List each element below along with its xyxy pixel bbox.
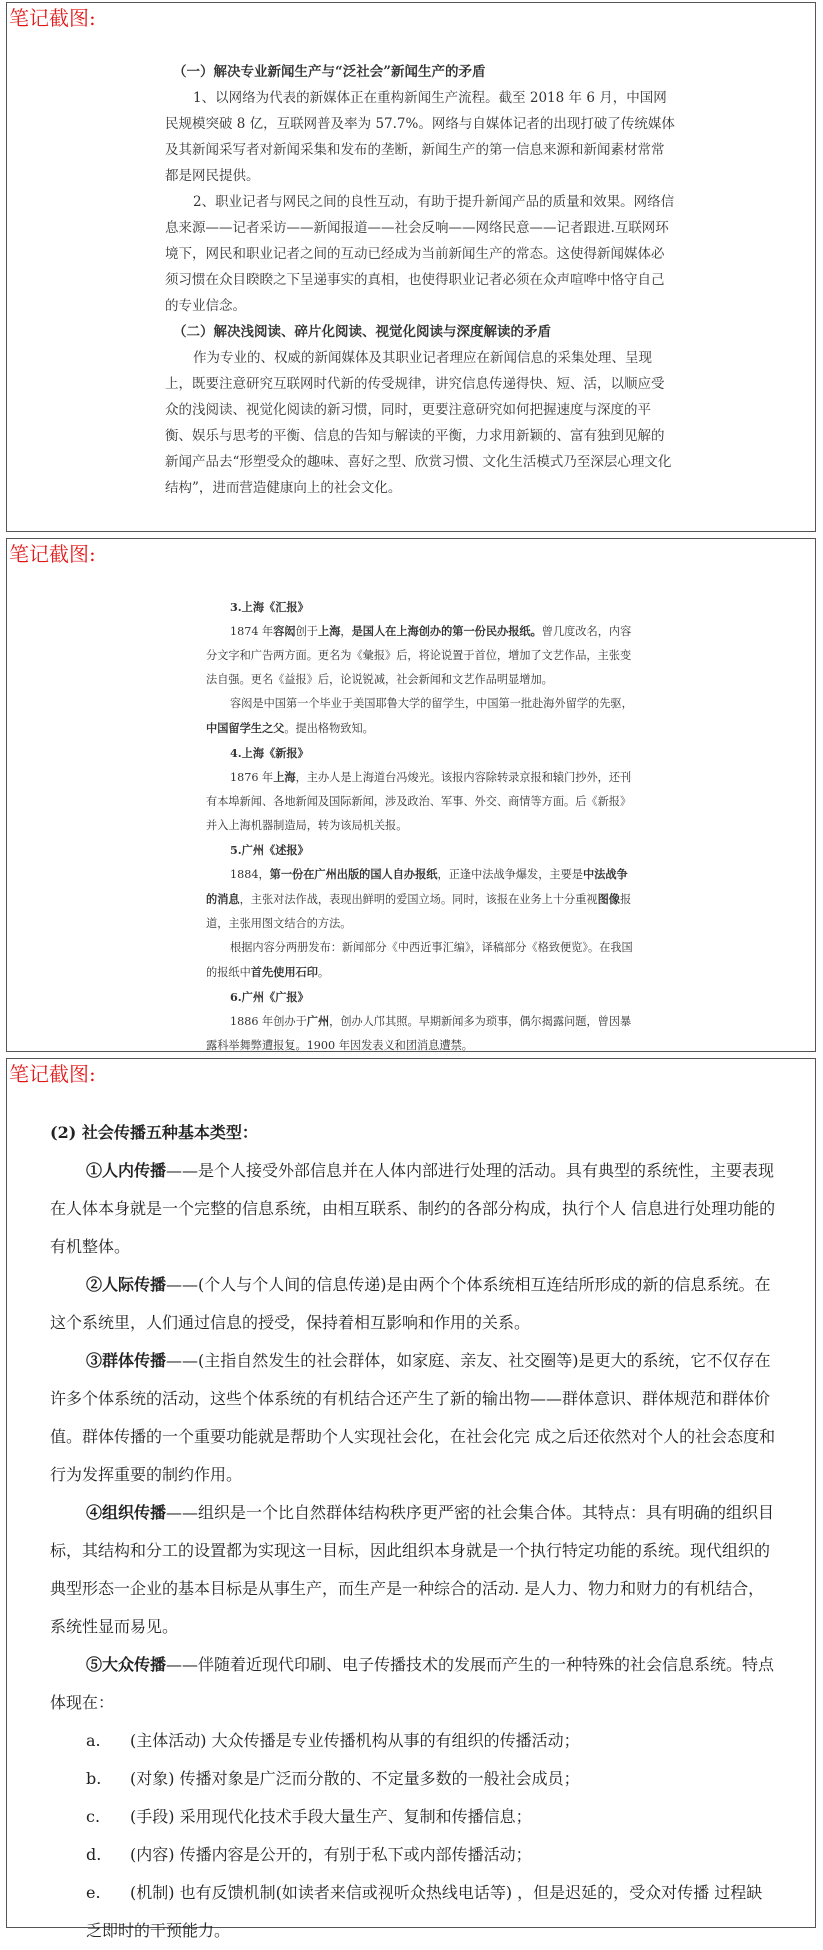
paragraph: 1876 年上海，主办人是上海道台冯焌光。该报内容除转录京报和辕门抄外，还刊有本埠新闻、各地新闻及国际新闻，涉及政治、军事、外交、商情等方面。后《新报》并入上海机器制造局，转为该局机关报。 xyxy=(206,770,632,832)
paragraph: 1884，第一份在广州出版的国人自办报纸，正逢中法战争爆发，主要是中法战争的消息，主张对法作战，表现出鲜明的爱国立场。同时，该报在业务上十分重视图像报道，主张用图文结合的方法。 xyxy=(206,867,632,930)
paragraph: 根据内容分两册发布：新闻部分《中西近事汇编》，译稿部分《格致便览》。在我国的报纸中首先使用石印。 xyxy=(206,941,633,979)
note-label: 笔记截图: xyxy=(9,6,96,30)
section-title: (2) 社会传播五种基本类型： xyxy=(50,1123,258,1142)
section-heading: （二）解决浅阅读、碎片化阅读、视觉化阅读与深度解读的矛盾 xyxy=(173,324,551,340)
paragraph: ⑤大众传播——伴随着近现代印刷、电子传播技术的发展而产生的一种特殊的社会信息系统。特点体现在： xyxy=(50,1655,775,1712)
paragraph: 1、以网络为代表的新媒体正在重构新闻生产流程。截至 2018 年 6 月，中国网民规模突破 8 亿，互联网普及率为 57.7%。网络与自媒体记者的出现打破了传统媒体及其新闻采写者对新闻采集和发布的垄断，新闻生产的第一信息来源和新闻素材常常都是网民提供。 xyxy=(165,90,675,184)
section-heading: 5.广州《述报》 xyxy=(230,843,309,857)
paragraph: ③群体传播——(主指自然发生的社会群体，如家庭、亲友、社交圈等)是更大的系统，它不仅存在许多个体系统的活动，这些个体系统的有机结合还产生了新的输出物——群体意识、群体规范和群体价值。群体传播的一个重要功能就是帮助个人实现社会化，在社会化完 成之后还依然对个人的社会态度和行为发挥重要的制约作用。 xyxy=(50,1351,776,1484)
note-label: 笔记截图: xyxy=(9,542,96,566)
paragraph: 2、职业记者与网民之间的良性互动，有助于提升新闻产品的质量和效果。网络信息来源——记者采访——新闻报道——社会反响——网络民意——记者跟进.互联网环境下，网民和职业记者之间的互动已经成为当前新闻生产的常态。这使得新闻媒体必须习惯在众目睽睽之下呈递事实的真相，也使得职业记者必须在众声喧哗中恪守自己的专业信念。 xyxy=(165,194,675,314)
note-body xyxy=(206,595,638,1058)
note-body xyxy=(50,1114,777,1950)
list-item: c. (手段) 采用现代化技术手段大量生产、复制和传播信息； xyxy=(86,1807,532,1826)
paragraph: 容闳是中国第一个毕业于美国耶鲁大学的留学生，中国第一批赴海外留学的先驱，中国留学生之父。提出格物致知。 xyxy=(206,697,633,735)
paragraph: ④组织传播——组织是一个比自然群体结构秩序更严密的社会集合体。其特点：具有明确的组织目标，其结构和分工的设置都为实现这一目标，因此组织本身就是一个执行特定功能的系统。现代组织的典型形态一企业的基本目标是从事生产，而生产是一种综合的活动. 是人力、物力和财力的有机结合，系统性显而易见。 xyxy=(50,1503,775,1636)
note-label: 笔记截图: xyxy=(9,1062,96,1086)
note-screenshot-2 xyxy=(6,538,816,1052)
paragraph: ②人际传播——(个人与个人间的信息传递)是由两个个体系统相互连结所形成的新的信息系统。在这个系统里，人们通过信息的授受，保持着相互影响和作用的关系。 xyxy=(50,1275,771,1332)
section-heading: 3.上海《汇报》 xyxy=(230,600,309,614)
note-screenshot-1 xyxy=(6,2,816,532)
paragraph: ①人内传播——是个人接受外部信息并在人体内部进行处理的活动。具有典型的系统性，主要表现在人体本身就是一个完整的信息系统，由相互联系、制约的各部分构成，执行个人 信息进行处理功能的有机整体。 xyxy=(50,1161,776,1256)
note-body xyxy=(165,59,675,501)
paragraph: 1874 年容闳创于上海，是国人在上海创办的第一份民办报纸。曾几度改名，内容分文字和广告两方面。更名为《彙报》后，将论说置于首位，增加了文艺作品，主张变法自强。更名《益报》后，论说锐减，社会新闻和文艺作品明显增加。 xyxy=(206,624,632,686)
list-item: d. (内容) 传播内容是公开的，有别于私下或内部传播活动； xyxy=(86,1845,532,1864)
paragraph: 作为专业的、权威的新闻媒体及其职业记者理应在新闻信息的采集处理、呈现上，既要注意研究互联网时代新的传受规律，讲究信息传递得快、短、活，以顺应受众的浅阅读、视觉化阅读的新习惯，同时，更要注意研究如何把握速度与深度的平衡、娱乐与思考的平衡、信息的告知与解读的平衡，力求用新颖的、富有独到见解的新闻产品去“形塑受众的趣味、喜好之型、欣赏习惯、文化生活模式乃至深层心理文化结构”，进而营造健康向上的社会文化。 xyxy=(165,350,672,496)
section-heading: 6.广州《广报》 xyxy=(230,990,309,1004)
note-screenshot-3 xyxy=(6,1058,816,1940)
paragraph: 1886 年创办于广州，创办人邝其照。早期新闻多为琐事，偶尔揭露问题，曾因暴露科举舞弊遭报复。1900 年因发表义和团消息遭禁。 xyxy=(206,1014,632,1052)
list-item: e. (机制) 也有反馈机制(如读者来信或视听众热线电话等) ，但是迟延的，受众对传播 过程缺乏即时的干预能力。 xyxy=(86,1883,763,1940)
list-item: b. (对象) 传播对象是广泛而分散的、不定量多数的一般社会成员； xyxy=(86,1769,580,1788)
list-item: a. (主体活动) 大众传播是专业传播机构从事的有组织的传播活动； xyxy=(86,1731,580,1750)
section-heading: 4.上海《新报》 xyxy=(230,746,309,760)
section-heading: （一）解决专业新闻生产与“泛社会”新闻生产的矛盾 xyxy=(173,64,486,80)
